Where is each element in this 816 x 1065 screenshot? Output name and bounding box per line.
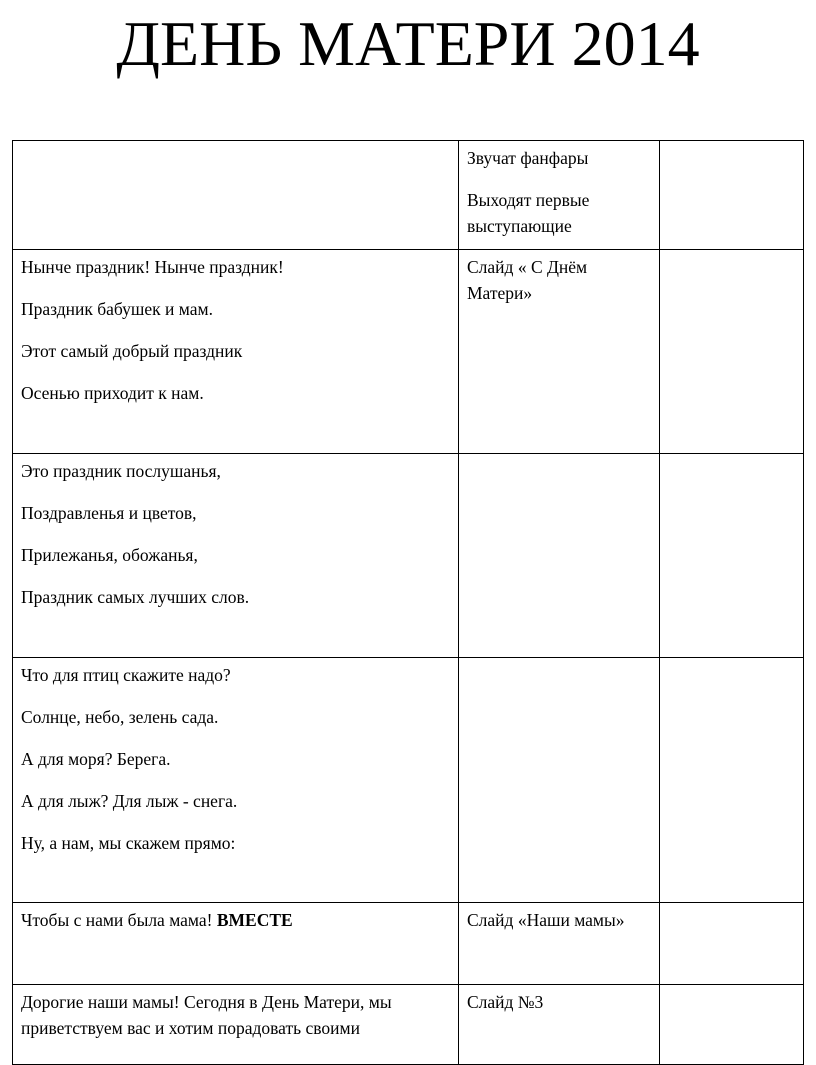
verse-cell — [13, 985, 459, 1065]
extra-cell — [660, 985, 804, 1065]
verse-cell — [13, 141, 459, 250]
note-line: Выходят первые выступающие — [467, 190, 590, 236]
verse-line: Солнце, небо, зелень сада. — [21, 707, 219, 727]
notes-cell — [459, 454, 660, 658]
script-table — [12, 140, 804, 1065]
verse-text: Чтобы с нами была мама! — [21, 910, 217, 930]
notes-cell — [459, 658, 660, 903]
extra-cell — [660, 250, 804, 454]
verse-cell — [13, 454, 459, 658]
notes-cell — [459, 250, 660, 454]
table-row — [13, 141, 804, 250]
verse-line: А для лыж? Для лыж - снега. — [21, 791, 238, 811]
verse-line: Прилежанья, обожанья, — [21, 545, 198, 565]
verse-cell — [13, 658, 459, 903]
verse-cell — [13, 903, 459, 985]
document-title: ДЕНЬ МАТЕРИ 2014 — [116, 8, 700, 79]
extra-cell — [660, 903, 804, 985]
notes-cell — [459, 903, 660, 985]
extra-cell — [660, 141, 804, 250]
table-row — [13, 454, 804, 658]
verse-line: Праздник бабушек и мам. — [21, 299, 213, 319]
verse-line: Нынче праздник! Нынче праздник! — [21, 257, 284, 277]
verse-line: Праздник самых лучших слов. — [21, 587, 250, 607]
table-row — [13, 903, 804, 985]
verse-line: Это праздник послушанья, — [21, 461, 221, 481]
verse-line: Осенью приходит к нам. — [21, 383, 204, 403]
verse-line: А для моря? Берега. — [21, 749, 171, 769]
note-line: Слайд « С Днём Матери» — [467, 257, 588, 303]
note-line: Звучат фанфары — [467, 148, 589, 168]
verse-paragraph: Дорогие наши мамы! Сегодня в День Матери, мы приветствуем вас и хотим порадовать своими — [21, 992, 392, 1038]
table-row — [13, 658, 804, 903]
verse-cell — [13, 250, 459, 454]
table-row — [13, 985, 804, 1065]
extra-cell — [660, 658, 804, 903]
extra-cell — [660, 454, 804, 658]
note-line: Слайд «Наши мамы» — [467, 910, 625, 930]
verse-line: Этот самый добрый праздник — [21, 341, 243, 361]
verse-line: Что для птиц скажите надо? — [21, 665, 231, 685]
notes-cell — [459, 985, 660, 1065]
verse-line — [21, 907, 450, 933]
table-row — [13, 250, 804, 454]
note-line: Слайд №3 — [467, 992, 544, 1012]
verse-line: Ну, а нам, мы скажем прямо: — [21, 833, 236, 853]
verse-line: Поздравленья и цветов, — [21, 503, 197, 523]
verse-emphasis: ВМЕСТЕ — [216, 910, 293, 930]
notes-cell — [459, 141, 660, 250]
